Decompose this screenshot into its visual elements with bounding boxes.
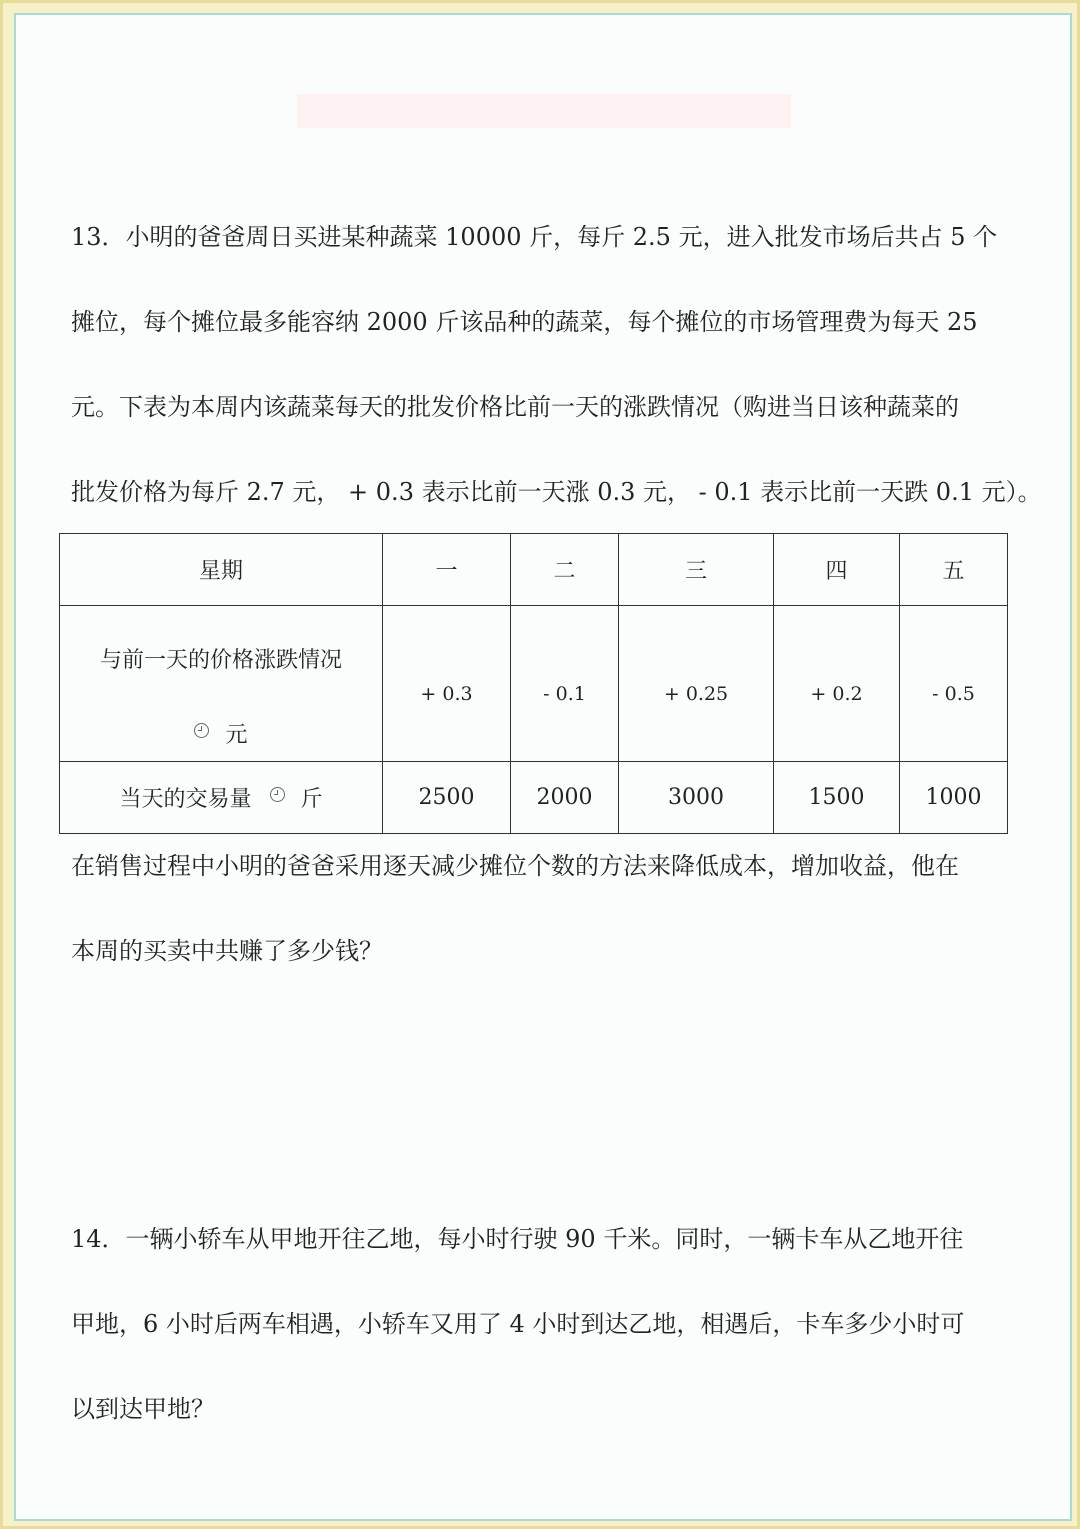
- weekday-cell: 二: [511, 534, 619, 606]
- price-change-cell: [900, 606, 1008, 762]
- weekday-cell: 三: [619, 534, 774, 606]
- price-change-unit: 元: [225, 722, 248, 748]
- q14-line-1: 14．一辆小轿车从甲地开往乙地，每小时行驶 90 千米。同时，一辆卡车从乙地开往: [71, 1225, 964, 1253]
- price-change-value: + 0.25: [663, 683, 729, 705]
- volume-label-cell: [60, 762, 383, 834]
- weekday-header-label: 星期: [60, 534, 383, 606]
- volume-cell: 3000: [619, 762, 774, 834]
- volume-cell: 1500: [774, 762, 900, 834]
- q13-after-line-1: 在销售过程中小明的爸爸采用逐天减少摊位个数的方法来降低成本，增加收益，他在: [71, 852, 959, 880]
- q14-line-3: 以到达甲地？: [71, 1395, 215, 1423]
- question-13-text: [71, 195, 1042, 535]
- volume-cell: 2500: [383, 762, 511, 834]
- price-change-cell: [511, 606, 619, 762]
- price-change-value: - 0.5: [932, 683, 975, 705]
- price-change-value: + 0.2: [810, 683, 863, 705]
- price-change-cell: [383, 606, 511, 762]
- weekday-cell: 四: [774, 534, 900, 606]
- clock-icon: [194, 723, 209, 738]
- q13-after-line-2: 本周的买卖中共赚了多少钱？: [71, 937, 383, 965]
- price-change-label: 与前一天的价格涨跌情况: [99, 647, 342, 673]
- volume-label: 当天的交易量: [119, 787, 252, 812]
- q13-line-2: 摊位，每个摊位最多能容纳 2000 斤该品种的蔬菜，每个摊位的市场管理费为每天 25: [71, 308, 978, 336]
- question-14-text: [71, 1197, 1031, 1452]
- table-row: [60, 762, 1008, 834]
- volume-cell: 2000: [511, 762, 619, 834]
- q13-line-3: 元。下表为本周内该蔬菜每天的批发价格比前一天的涨跌情况（购进当日该种蔬菜的: [71, 393, 959, 421]
- q13-line-4: 批发价格为每斤 2.7 元， + 0.3 表示比前一天涨 0.3 元， - 0.1 表示比前一天跌 0.1 元）。: [71, 478, 1042, 506]
- table-row: [60, 534, 1008, 606]
- price-change-table: [59, 533, 1008, 834]
- price-change-unit-row: [60, 718, 382, 749]
- q14-line-2: 甲地，6 小时后两车相遇，小轿车又用了 4 小时到达乙地，相遇后，卡车多少小时可: [71, 1310, 965, 1338]
- price-change-value: - 0.1: [543, 683, 586, 705]
- price-change-value: + 0.3: [420, 683, 473, 705]
- price-change-cell: [774, 606, 900, 762]
- volume-cell: 1000: [900, 762, 1008, 834]
- price-change-cell: [619, 606, 774, 762]
- question-13-followup: [71, 824, 1031, 994]
- worksheet-page: [14, 13, 1072, 1521]
- clock-icon: [270, 787, 285, 802]
- q13-line-1: 13．小明的爸爸周日买进某种蔬菜 10000 斤，每斤 2.5 元，进入批发市场后共占 5 个: [71, 223, 998, 251]
- table-row: [60, 606, 1008, 762]
- weekday-cell: 五: [900, 534, 1008, 606]
- faint-header-band: [297, 94, 791, 128]
- price-change-label-cell: [60, 606, 383, 762]
- volume-unit: 斤: [300, 787, 323, 812]
- weekday-cell: 一: [383, 534, 511, 606]
